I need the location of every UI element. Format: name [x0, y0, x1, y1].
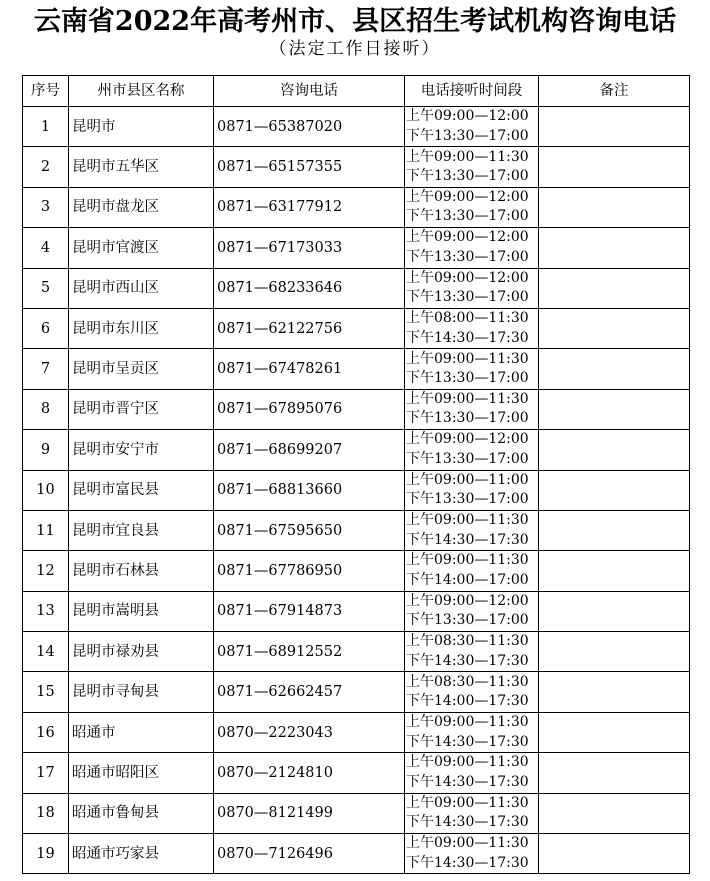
row-number: 19: [23, 834, 69, 874]
row-number: 16: [23, 712, 69, 752]
hours-cell: [405, 308, 539, 348]
table-row: [23, 551, 690, 591]
phone-number: 0871—67478261: [214, 349, 405, 389]
morning-hours: 上午09:00—11:30: [406, 794, 529, 811]
note-cell: [539, 834, 690, 874]
note-cell: [539, 753, 690, 793]
afternoon-hours: 下午13:30—17:00: [406, 370, 529, 387]
hours-cell: [405, 672, 539, 712]
region-name: 昆明市呈贡区: [69, 349, 214, 389]
hours-cell: [405, 834, 539, 874]
morning-hours: 上午09:00—11:30: [406, 512, 529, 529]
table-row: [23, 672, 690, 712]
hours-cell: [405, 147, 539, 187]
morning-hours: 上午09:00—11:00: [406, 471, 529, 488]
table-row: [23, 228, 690, 268]
table-row: [23, 187, 690, 227]
note-cell: [539, 551, 690, 591]
row-number: 9: [23, 430, 69, 470]
phone-number: 0870—2124810: [214, 753, 405, 793]
note-cell: [539, 430, 690, 470]
hours-cell: [405, 268, 539, 308]
region-name: 昭通市: [69, 712, 214, 752]
note-cell: [539, 107, 690, 147]
row-number: 11: [23, 510, 69, 550]
note-cell: [539, 672, 690, 712]
table-row: [23, 632, 690, 672]
afternoon-hours: 下午13:30—17:00: [406, 450, 529, 467]
region-name: 昆明市五华区: [69, 147, 214, 187]
hours-cell: [405, 712, 539, 752]
region-name: 昆明市安宁市: [69, 430, 214, 470]
region-name: 昆明市禄劝县: [69, 632, 214, 672]
hours-cell: [405, 551, 539, 591]
afternoon-hours: 下午14:30—17:30: [406, 814, 529, 831]
region-name: 昆明市西山区: [69, 268, 214, 308]
table-row: [23, 591, 690, 631]
morning-hours: 上午09:00—11:30: [406, 148, 529, 165]
row-number: 5: [23, 268, 69, 308]
note-cell: [539, 389, 690, 429]
phone-number: 0871—67895076: [214, 389, 405, 429]
morning-hours: 上午08:00—11:30: [406, 310, 529, 327]
region-name: 昆明市晋宁区: [69, 389, 214, 429]
afternoon-hours: 下午14:30—17:30: [406, 329, 529, 346]
phone-number: 0871—68912552: [214, 632, 405, 672]
afternoon-hours: 下午13:30—17:00: [406, 248, 529, 265]
phone-number: 0871—65157355: [214, 147, 405, 187]
note-cell: [539, 510, 690, 550]
phone-number: 0871—67173033: [214, 228, 405, 268]
region-name: 昆明市嵩明县: [69, 591, 214, 631]
column-header-no: 序号: [23, 76, 69, 107]
table-row: [23, 268, 690, 308]
afternoon-hours: 下午14:30—17:30: [406, 652, 529, 669]
morning-hours: 上午09:00—11:30: [406, 754, 529, 771]
contact-table: [22, 75, 690, 874]
phone-number: 0871—67595650: [214, 510, 405, 550]
table-row: [23, 753, 690, 793]
afternoon-hours: 下午14:30—17:30: [406, 531, 529, 548]
morning-hours: 上午09:00—11:30: [406, 390, 529, 407]
column-header-note: 备注: [539, 76, 690, 107]
hours-cell: [405, 753, 539, 793]
table-header-row: [23, 76, 690, 107]
note-cell: [539, 349, 690, 389]
afternoon-hours: 下午14:30—17:30: [406, 854, 529, 871]
morning-hours: 上午09:00—12:00: [406, 108, 529, 125]
row-number: 1: [23, 107, 69, 147]
phone-number: 0870—8121499: [214, 793, 405, 833]
note-cell: [539, 712, 690, 752]
note-cell: [539, 268, 690, 308]
note-cell: [539, 228, 690, 268]
phone-number: 0871—62122756: [214, 308, 405, 348]
morning-hours: 上午09:00—12:00: [406, 229, 529, 246]
row-number: 17: [23, 753, 69, 793]
hours-cell: [405, 510, 539, 550]
page-subtitle: （法定工作日接听）: [269, 39, 441, 59]
row-number: 6: [23, 308, 69, 348]
column-header-name: 州市县区名称: [69, 76, 214, 107]
phone-number: 0871—68813660: [214, 470, 405, 510]
hours-cell: [405, 107, 539, 147]
region-name: 昆明市东川区: [69, 308, 214, 348]
row-number: 12: [23, 551, 69, 591]
region-name: 昆明市: [69, 107, 214, 147]
hours-cell: [405, 228, 539, 268]
table-row: [23, 470, 690, 510]
hours-cell: [405, 187, 539, 227]
region-name: 昆明市石林县: [69, 551, 214, 591]
morning-hours: 上午09:00—12:00: [406, 188, 529, 205]
note-cell: [539, 793, 690, 833]
phone-number: 0870—7126496: [214, 834, 405, 874]
row-number: 2: [23, 147, 69, 187]
phone-number: 0871—67914873: [214, 591, 405, 631]
region-name: 昆明市寻甸县: [69, 672, 214, 712]
afternoon-hours: 下午14:30—17:30: [406, 773, 529, 790]
hours-cell: [405, 389, 539, 429]
afternoon-hours: 下午13:30—17:00: [406, 612, 529, 629]
row-number: 13: [23, 591, 69, 631]
afternoon-hours: 下午13:30—17:00: [406, 168, 529, 185]
note-cell: [539, 308, 690, 348]
morning-hours: 上午09:00—11:30: [406, 552, 529, 569]
hours-cell: [405, 470, 539, 510]
note-cell: [539, 470, 690, 510]
note-cell: [539, 591, 690, 631]
region-name: 昭通市鲁甸县: [69, 793, 214, 833]
hours-cell: [405, 430, 539, 470]
afternoon-hours: 下午13:30—17:00: [406, 208, 529, 225]
table-row: [23, 430, 690, 470]
phone-number: 0871—65387020: [214, 107, 405, 147]
afternoon-hours: 下午13:30—17:00: [406, 289, 529, 306]
column-header-hours: 电话接听时间段: [405, 76, 539, 107]
phone-number: 0870—2223043: [214, 712, 405, 752]
table-row: [23, 349, 690, 389]
row-number: 10: [23, 470, 69, 510]
afternoon-hours: 下午13:30—17:00: [406, 491, 529, 508]
afternoon-hours: 下午14:30—17:30: [406, 733, 529, 750]
afternoon-hours: 下午13:30—17:00: [406, 410, 529, 427]
row-number: 4: [23, 228, 69, 268]
morning-hours: 上午08:30—11:30: [406, 633, 529, 650]
table-row: [23, 510, 690, 550]
hours-cell: [405, 793, 539, 833]
region-name: 昆明市官渡区: [69, 228, 214, 268]
morning-hours: 上午09:00—11:30: [406, 835, 529, 852]
hours-cell: [405, 632, 539, 672]
phone-number: 0871—68699207: [214, 430, 405, 470]
table-row: [23, 107, 690, 147]
morning-hours: 上午09:00—11:30: [406, 714, 529, 731]
row-number: 7: [23, 349, 69, 389]
hours-cell: [405, 591, 539, 631]
region-name: 昆明市盘龙区: [69, 187, 214, 227]
morning-hours: 上午09:00—12:00: [406, 592, 529, 609]
column-header-phone: 咨询电话: [214, 76, 405, 107]
region-name: 昆明市宜良县: [69, 510, 214, 550]
row-number: 3: [23, 187, 69, 227]
table-row: [23, 389, 690, 429]
morning-hours: 上午09:00—12:00: [406, 269, 529, 286]
table-row: [23, 712, 690, 752]
morning-hours: 上午08:30—11:30: [406, 673, 529, 690]
phone-number: 0871—67786950: [214, 551, 405, 591]
note-cell: [539, 632, 690, 672]
table-row: [23, 793, 690, 833]
note-cell: [539, 147, 690, 187]
phone-number: 0871—68233646: [214, 268, 405, 308]
table-row: [23, 147, 690, 187]
afternoon-hours: 下午14:00—17:30: [406, 693, 529, 710]
table-body: [23, 107, 690, 874]
table-row: [23, 834, 690, 874]
hours-cell: [405, 349, 539, 389]
afternoon-hours: 下午14:00—17:00: [406, 571, 529, 588]
row-number: 18: [23, 793, 69, 833]
morning-hours: 上午09:00—11:30: [406, 350, 529, 367]
note-cell: [539, 187, 690, 227]
afternoon-hours: 下午13:30—17:00: [406, 127, 529, 144]
row-number: 14: [23, 632, 69, 672]
phone-number: 0871—62662457: [214, 672, 405, 712]
phone-number: 0871—63177912: [214, 187, 405, 227]
row-number: 15: [23, 672, 69, 712]
morning-hours: 上午09:00—12:00: [406, 431, 529, 448]
region-name: 昆明市富民县: [69, 470, 214, 510]
region-name: 昭通市昭阳区: [69, 753, 214, 793]
region-name: 昭通市巧家县: [69, 834, 214, 874]
row-number: 8: [23, 389, 69, 429]
page-title: 云南省2022年高考州市、县区招生考试机构咨询电话: [33, 6, 677, 37]
table-row: [23, 308, 690, 348]
